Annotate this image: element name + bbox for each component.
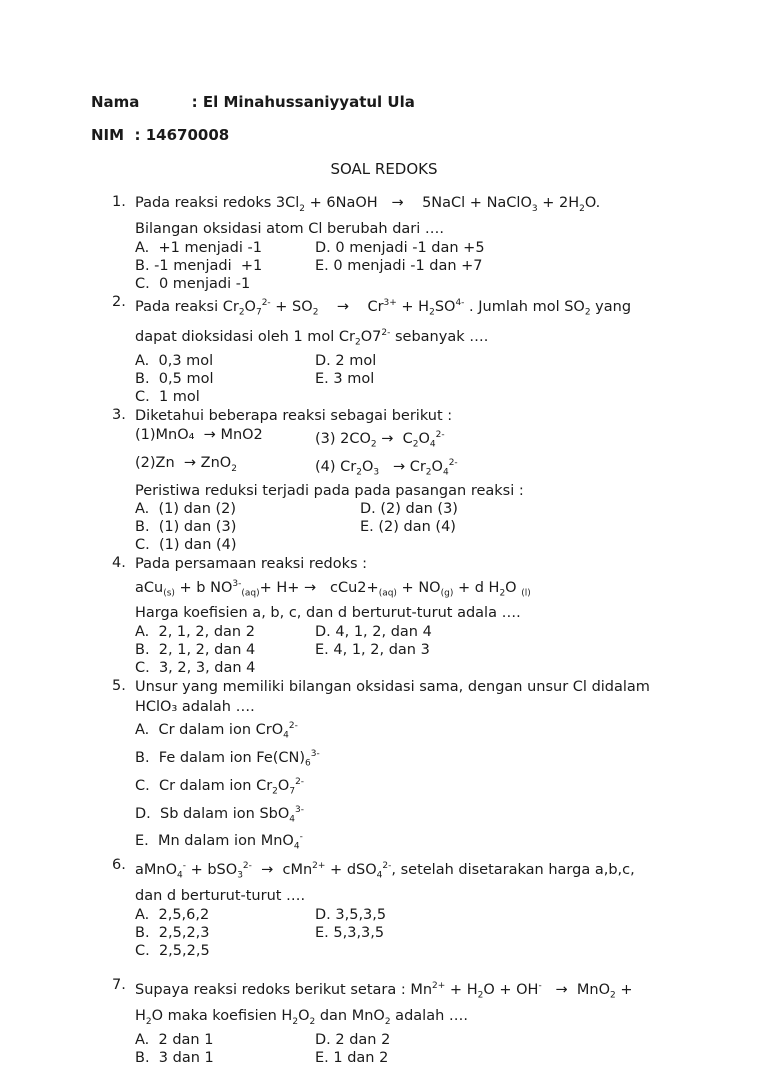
option-left: C. (1) dan (4) xyxy=(135,536,237,553)
question-body xyxy=(135,193,752,293)
question-list xyxy=(112,193,752,1067)
question-body xyxy=(135,856,752,960)
option-left: A. 0,3 mol xyxy=(135,353,214,370)
option-left: A. +1 menjadi -1 xyxy=(135,239,262,256)
nama-value: : El Minahussaniyyatul Ula xyxy=(191,93,415,111)
question-item xyxy=(112,856,752,960)
question-text-line: Peristiwa reduksi terjadi pada pada pasangan reaksi : xyxy=(135,482,524,499)
option-left: C. 3, 2, 3, dan 4 xyxy=(135,660,256,677)
option-line: B. Fe dalam ion $Fe(CN)_6^{3-}$ xyxy=(135,749,320,769)
question-number: 6. xyxy=(112,857,126,874)
option-line: C. Cr dalam ion $Cr_2O_7^{2-}$ xyxy=(135,776,305,797)
option-left: B. 3 dan 1 xyxy=(135,1050,214,1067)
question-gap xyxy=(112,960,752,976)
reaction-row xyxy=(135,426,752,454)
option-left: C. 2,5,2,5 xyxy=(135,942,210,959)
option-left: B. 2, 1, 2, dan 4 xyxy=(135,642,256,659)
option-row xyxy=(135,257,752,275)
option-row xyxy=(135,1031,752,1049)
option-row xyxy=(135,641,752,659)
question-item xyxy=(112,677,752,856)
option-left: A. 2 dan 1 xyxy=(135,1032,214,1049)
option-right: E. 4, 1, 2, dan 3 xyxy=(315,642,430,659)
question-number: 3. xyxy=(112,407,126,424)
option-row xyxy=(135,942,752,960)
option-left: B. 2,5,2,3 xyxy=(135,924,210,941)
option-row xyxy=(135,906,752,924)
question-text-line: dapat dioksidasi oleh 1 mol $Cr_2O7^{2-}$ sebanyak …. xyxy=(135,327,489,348)
option-right: D. 2 mol xyxy=(315,353,377,370)
question-text-line: dan d berturut-turut …. xyxy=(135,887,306,904)
option-row xyxy=(135,623,752,641)
question-number: 5. xyxy=(112,678,126,695)
option-left: C. 0 menjadi -1 xyxy=(135,275,251,292)
option-row xyxy=(135,239,752,257)
question-item xyxy=(112,976,752,1067)
question-text-line: aMnO$_4$- + bSO$_3^{2-}$ → cMn$^{2+}$ + dSO$_4^{2-}$, setelah disetarakan harga a,b,c, xyxy=(135,861,635,881)
option-left: C. 1 mol xyxy=(135,389,200,406)
question-body xyxy=(135,293,752,406)
option-right: D. (2) dan (3) xyxy=(360,500,458,517)
option-right: E. 3 mol xyxy=(315,371,375,388)
question-text-line: Bilangan oksidasi atom Cl berubah dari …. xyxy=(135,220,445,237)
question-text-line: Pada reaksi $Cr_2O_7^{2-} + SO_2$ → $Cr^{3+} + H_2SO^{4-}$ . Jumlah mol $SO_2$ yang xyxy=(135,297,632,318)
question-number: 4. xyxy=(112,554,126,571)
question-number: 2. xyxy=(112,293,126,310)
option-left: B. 0,5 mol xyxy=(135,371,214,388)
option-right: E. 5,3,3,5 xyxy=(315,924,385,941)
option-row xyxy=(135,659,752,677)
option-line: D. Sb dalam ion SbO$_4^{3-}$ xyxy=(135,804,304,825)
question-number: 1. xyxy=(112,194,126,210)
option-right: E. 0 menjadi -1 dan +7 xyxy=(315,257,483,274)
option-line: A. Cr dalam ion CrO$_4^{2-}$ xyxy=(135,721,298,742)
option-line: E. Mn dalam ion MnO$_4$- xyxy=(135,832,303,853)
option-row xyxy=(135,388,752,406)
reaction-row xyxy=(135,454,752,482)
option-left: (1)MnO₄ → MnO2 xyxy=(135,427,263,444)
option-row xyxy=(135,275,752,293)
option-right: E. (2) dan (4) xyxy=(360,518,456,535)
option-left: B. -1 menjadi +1 xyxy=(135,257,263,274)
question-item xyxy=(112,554,752,678)
nama-line xyxy=(91,93,415,111)
question-text-line: Pada reaksi redoks $3Cl_2$ + 6NaOH → 5NaCl + NaClO$_3$ + $2H_2O$. xyxy=(135,195,601,214)
document-title: SOAL REDOKS xyxy=(330,160,438,178)
option-left: (2)Zn → ZnO$_2$ xyxy=(135,455,237,474)
question-body xyxy=(135,677,752,856)
question-text-line: aCu$_{(s)}$ + b $NO^{3-}_{(aq)}+ H+ \to cCu2+_{(aq)} + NO_{(g)} + d$ $H_2O$ $_{(l)}$ xyxy=(135,578,531,599)
option-left: A. 2, 1, 2, dan 2 xyxy=(135,624,255,641)
nim-value: : 14670008 xyxy=(134,126,230,144)
question-item xyxy=(112,406,752,553)
option-right: D. 4, 1, 2, dan 4 xyxy=(315,624,432,641)
question-text-line: Supaya reaksi redoks berikut setara : $Mn^{2+} + H_2O + OH^- \to MnO_2$ + xyxy=(135,980,633,1001)
question-number: 7. xyxy=(112,976,126,993)
nim-label: NIM xyxy=(91,126,125,144)
option-right: (3) $2CO_2 \to C_2O_4^{2-}$ xyxy=(315,430,445,451)
question-text-line: HClO₃ adalah …. xyxy=(135,699,255,716)
option-row xyxy=(135,500,752,518)
question-text-line: Harga koefisien a, b, c, dan d berturut-turut adala …. xyxy=(135,605,521,622)
nama-label: Nama xyxy=(91,93,140,111)
question-body xyxy=(135,554,752,678)
question-item xyxy=(112,193,752,293)
question-text-line: $H_2O$ maka koefisien $H_2O_2$ dan MnO$_2$ adalah …. xyxy=(135,1007,468,1027)
option-row xyxy=(135,924,752,942)
option-left: A. (1) dan (2) xyxy=(135,500,237,517)
question-text-line: Unsur yang memiliki bilangan oksidasi sama, dengan unsur Cl didalam xyxy=(135,679,650,696)
question-item xyxy=(112,293,752,406)
option-right: E. 1 dan 2 xyxy=(315,1050,389,1067)
option-left: A. 2,5,6,2 xyxy=(135,906,210,923)
option-row xyxy=(135,536,752,554)
option-right: D. 0 menjadi -1 dan +5 xyxy=(315,239,485,256)
option-row xyxy=(135,518,752,536)
question-text-line: Diketahui beberapa reaksi sebagai berikut : xyxy=(135,408,453,425)
question-body xyxy=(135,976,752,1067)
question-text-line: Pada persamaan reaksi redoks : xyxy=(135,555,368,572)
option-left: B. (1) dan (3) xyxy=(135,518,237,535)
nim-line xyxy=(91,126,229,144)
option-row xyxy=(135,370,752,388)
option-right: D. 3,5,3,5 xyxy=(315,906,387,923)
option-row xyxy=(135,352,752,370)
option-right: D. 2 dan 2 xyxy=(315,1032,391,1049)
question-body xyxy=(135,406,752,553)
option-row xyxy=(135,1049,752,1067)
option-right: (4) $Cr_2O_3 \to Cr_2O_4^{2-}$ xyxy=(315,458,458,478)
